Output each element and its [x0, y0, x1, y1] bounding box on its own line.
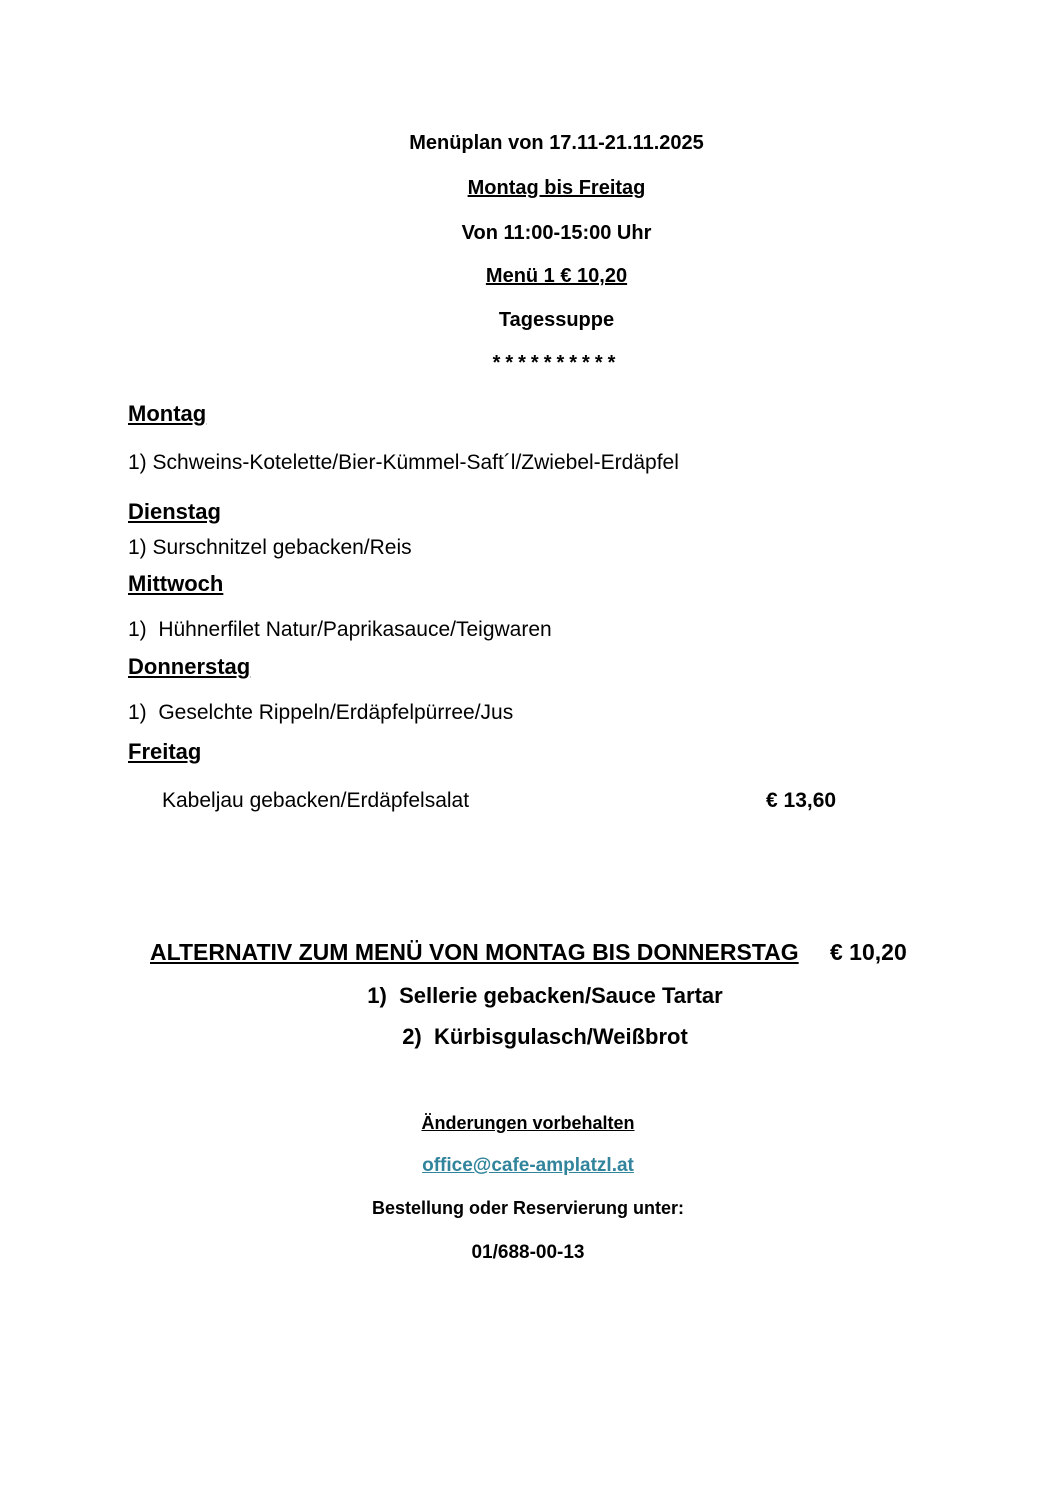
alternative-heading: ALTERNATIV ZUM MENÜ VON MONTAG BIS DONNERSTAG	[150, 939, 799, 965]
menu-item-montag: 1) Schweins-Kotelette/Bier-Kümmel-Saft´l/Zwiebel-Erdäpfel	[128, 451, 679, 474]
header-soup: Tagessuppe	[498, 309, 615, 331]
day-heading-freitag: Freitag	[128, 739, 202, 764]
alternative-item-2: 2) Kürbisgulasch/Weißbrot	[402, 1024, 688, 1049]
email-link[interactable]: office@cafe-amplatzl.at	[422, 1155, 634, 1176]
menu-item-freitag: Kabeljau gebacken/Erdäpfelsalat	[162, 789, 470, 812]
alternative-item-1: 1) Sellerie gebacken/Sauce Tartar	[367, 983, 723, 1008]
price-freitag: € 13,60	[766, 789, 837, 812]
order-label: Bestellung oder Reservierung unter:	[371, 1198, 685, 1218]
phone-number: 01/688-00-13	[471, 1242, 585, 1263]
separator-asterisks: **********	[492, 352, 621, 374]
alternative-price: € 10,20	[830, 939, 907, 965]
header-hours: Von 11:00-15:00 Uhr	[461, 222, 652, 244]
day-heading-dienstag: Dienstag	[128, 499, 221, 524]
header-menu-price: Menü 1 € 10,20	[485, 265, 628, 287]
page-title: Menüplan von 17.11-21.11.2025	[409, 132, 704, 154]
menu-item-mittwoch: 1) Hühnerfilet Natur/Paprikasauce/Teigwaren	[128, 618, 552, 641]
day-heading-mittwoch: Mittwoch	[128, 571, 224, 596]
menu-item-donnerstag: 1) Geselchte Rippeln/Erdäpfelpürree/Jus	[128, 701, 514, 724]
menu-item-dienstag: 1) Surschnitzel gebacken/Reis	[128, 536, 412, 559]
changes-note: Änderungen vorbehalten	[421, 1113, 635, 1133]
header-days-range: Montag bis Freitag	[467, 177, 646, 199]
day-heading-donnerstag: Donnerstag	[128, 654, 251, 679]
day-heading-montag: Montag	[128, 401, 207, 426]
